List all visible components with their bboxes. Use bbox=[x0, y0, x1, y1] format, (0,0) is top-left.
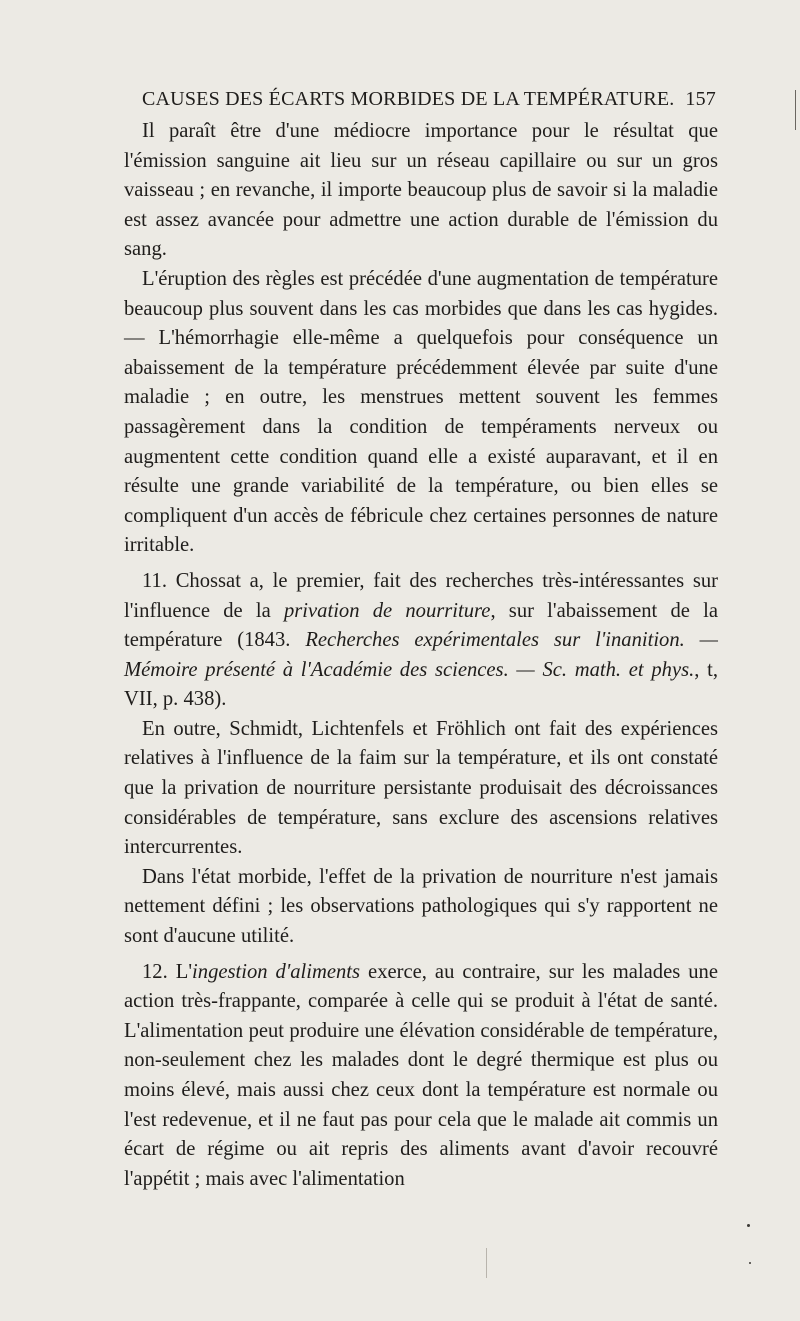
paper-fiber bbox=[486, 1248, 487, 1278]
running-title: CAUSES DES ÉCARTS MORBIDES DE LA TEMPÉRATURE. bbox=[142, 88, 675, 110]
numbered-paragraph bbox=[124, 958, 718, 1195]
emphasis: privation de nourriture bbox=[284, 599, 491, 622]
body-text bbox=[124, 117, 718, 1194]
paragraph-text: exerce, au contraire, sur les malades une action très-frappante, comparée à celle qui se produit à l'état de santé. L'alimentation peut produire une élévation considérable de température, non-seulement chez les malades dont le degré thermique est plus ou moins élevé, mais aussi chez ceux dont la température est normale ou l'est redevenue, et il ne faut pas pour cela que le malade ait commis un écart de régime ou ait repris des aliments avant d'avoir recouvré l'appétit ; mais avec l'alimentation bbox=[124, 960, 718, 1190]
paragraph-text: L' bbox=[167, 960, 193, 983]
section-number: 11. bbox=[142, 569, 167, 592]
page-edge-mark bbox=[795, 90, 796, 130]
paragraph-text: , t, VII, p. 438). bbox=[124, 658, 718, 711]
paper-speck bbox=[747, 1224, 750, 1227]
paragraph: Il paraît être d'une médiocre importance pour le résultat que l'émission sanguine ait lieu sur un réseau capillaire ou sur un gros vaisseau ; en revanche, il importe beaucoup plus de savoir si la maladie est assez avancée pour admettre une action durable de l'émission du sang. bbox=[124, 120, 718, 261]
paper-speck bbox=[749, 1262, 751, 1264]
citation: Recherches expérimentales sur l'inanition. — Mémoire présenté à l'Académie des sciences. — Sc. math. et phys. bbox=[124, 629, 718, 681]
section-number: 12. bbox=[142, 960, 168, 983]
numbered-paragraph bbox=[124, 567, 718, 715]
paragraph-text: Chossat a, le premier, fait des recherches très-intéressantes sur l'influence de la bbox=[124, 569, 718, 622]
paragraph: Dans l'état morbide, l'effet de la privation de nourriture n'est jamais nettement défini ; les observations pathologiques qui s'y rapportent ne sont d'aucune utilité. bbox=[124, 865, 718, 948]
emphasis: ingestion d'aliments bbox=[192, 960, 361, 983]
paragraph: L'éruption des règles est précédée d'une augmentation de température beaucoup plus souvent dans les cas morbides que dans les cas hygides. — L'hémorrhagie elle-même a quelquefois pour conséquence un abaissement de la température précédemment élevée par suite d'une maladie ; en outre, les menstrues mettent souvent les femmes passagèrement dans la condition de tempéraments nerveux ou augmentent cette condition quand elle a existé auparavant, et il en résulte une grande variabilité de la température, ou bien elles se compliquent d'un accès de fébricule chez certaines personnes de nature irritable. bbox=[124, 267, 718, 557]
paragraph: En outre, Schmidt, Lichtenfels et Fröhlich ont fait des expériences relatives à l'influence de la faim sur la température, et ils ont constaté que la privation de nourriture persistante produisait des décroissances considérables de température, sans exclure des ascensions relatives intercurrentes. bbox=[124, 717, 718, 859]
paragraph-text: , sur l'abaissement de la température (1843. bbox=[124, 599, 718, 652]
page-number: 157 bbox=[685, 88, 716, 110]
